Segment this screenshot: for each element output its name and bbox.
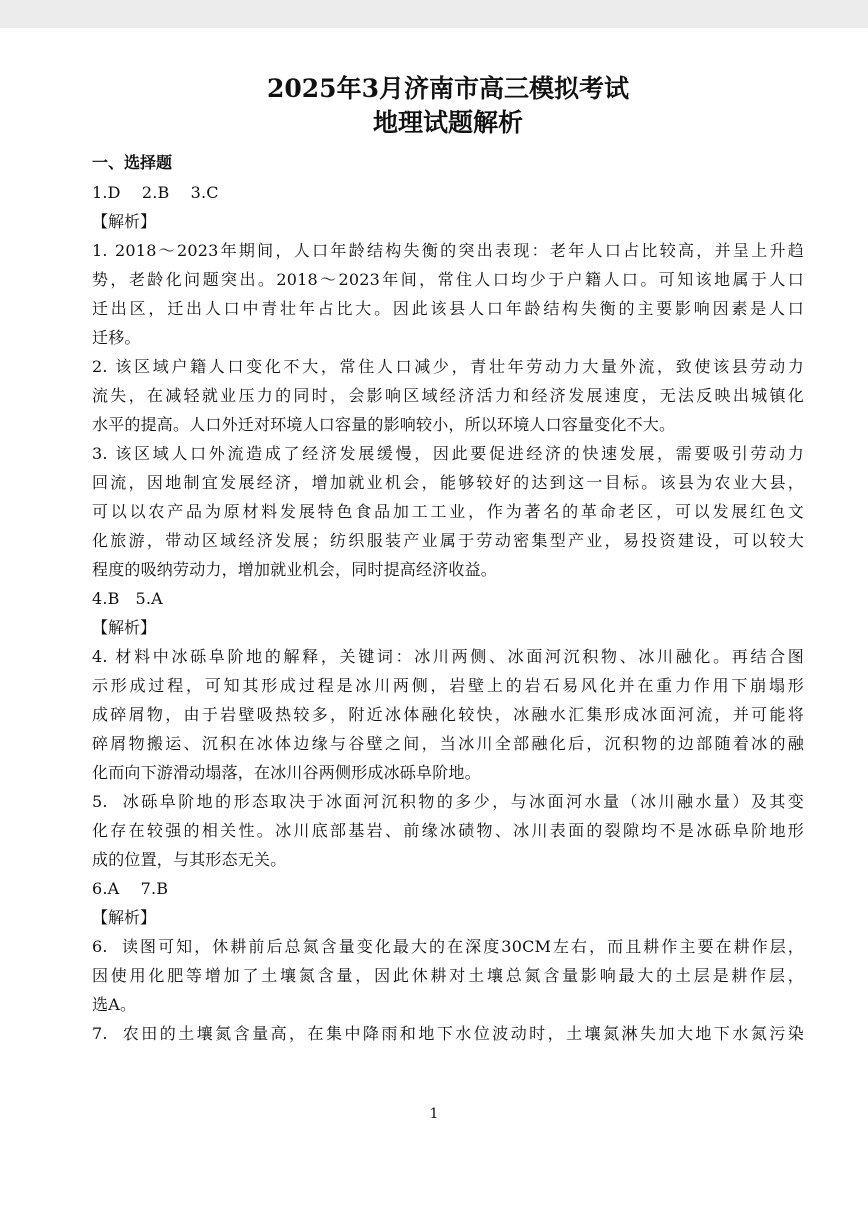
text-line: 因使用化肥等增加了土壤氮含量，因此休耕对土壤总氮含量影响最大的土层是耕作层， [92,966,804,985]
document-subtitle: 地理试题解析 [372,108,523,137]
analysis-paragraph-5 [92,787,804,874]
text-line: 碎屑物搬运、沉积在冰体边缘与谷壁之间，当冰川全部融化后，沉积物的边部随着冰的融 [92,734,804,753]
text-line: 成的位置，与其形态无关。 [92,850,287,869]
text-line: 3. 该区域人口外流造成了经济发展缓慢，因此要促进经济的快速发展，需要吸引劳动力 [92,444,804,463]
analysis-label: 【解析】 [92,618,157,637]
text-line: 4. 材料中冰砾阜阶地的解释，关键词：冰川两侧、冰面河沉积物、冰川融化。再结合图 [92,647,804,666]
answer-key: 4.B 5.A [92,589,163,608]
section-heading: 一、选择题 [92,153,173,172]
document-page [0,28,868,1227]
text-line: 化存在较强的相关性。冰川底部基岩、前缘冰碛物、冰川表面的裂隙均不是冰砾阜阶地形 [92,821,804,840]
text-line: 成碎屑物，由于岩壁吸热较多，附近冰体融化较快，冰融水汇集形成冰面河流，并可能将 [92,705,804,724]
text-line: 5. 冰砾阜阶地的形态取决于冰面河沉积物的多少，与冰面河水量（冰川融水量）及其变 [92,792,804,811]
analysis-paragraph-3 [92,439,804,584]
analysis-paragraph-7 [92,1019,804,1048]
text-line: 化而向下游滑动塌落，在冰川谷两侧形成冰砾阜阶地。 [92,763,481,782]
page-number: 1 [429,1106,439,1122]
text-line: 6. 读图可知，休耕前后总氮含量变化最大的在深度30CM左右，而且耕作主要在耕作层， [92,937,804,956]
text-line: 示形成过程，可知其形成过程是冰川两侧，岩壁上的岩石易风化并在重力作用下崩塌形 [92,676,804,695]
text-line: 化旅游，带动区域经济发展；纺织服装产业属于劳动密集型产业，易投资建设，可以较大 [92,531,804,550]
analysis-label: 【解析】 [92,212,157,231]
analysis-paragraph-4 [92,642,804,787]
text-line: 程度的吸纳劳动力，增加就业机会，同时提高经济收益。 [92,560,498,579]
document-title: 2025年3月济南市高三模拟考试 [267,74,629,103]
analysis-paragraph-1 [92,236,804,352]
text-line: 流失，在减轻就业压力的同时，会影响区域经济活力和经济发展速度，无法反映出城镇化 [92,386,804,405]
text-line: 迁移。 [92,328,141,347]
text-line: 7. 农田的土壤氮含量高，在集中降雨和地下水位波动时，土壤氮淋失加大地下水氮污染 [92,1024,804,1043]
text-line: 迁出区，迁出人口中青壮年占比大。因此该县人口年龄结构失衡的主要影响因素是人口 [92,299,804,318]
text-line: 选A。 [92,995,137,1014]
analysis-paragraph-6 [92,932,804,1019]
text-line: 回流，因地制宜发展经济，增加就业机会，能够较好的达到这一目标。该县为农业大县， [92,473,804,492]
text-line: 水平的提高。人口外迁对环境人口容量的影响较小，所以环境人口容量变化不大。 [92,415,676,434]
text-line: 势，老龄化问题突出。2018～2023年间，常住人口均少于户籍人口。可知该地属于人口 [92,270,804,289]
answer-key: 1.D 2.B 3.C [92,183,219,202]
analysis-paragraph-2 [92,352,804,439]
text-line: 2. 该区域户籍人口变化不大，常住人口减少，青壮年劳动力大量外流，致使该县劳动力 [92,357,804,376]
text-line: 1. 2018～2023年期间，人口年龄结构失衡的突出表现：老年人口占比较高，并呈上升趋 [92,241,804,260]
answer-key: 6.A 7.B [92,879,169,898]
analysis-label: 【解析】 [92,908,157,927]
text-line: 可以以农产品为原材料发展特色食品加工工业，作为著名的革命老区，可以发展红色文 [92,502,804,521]
